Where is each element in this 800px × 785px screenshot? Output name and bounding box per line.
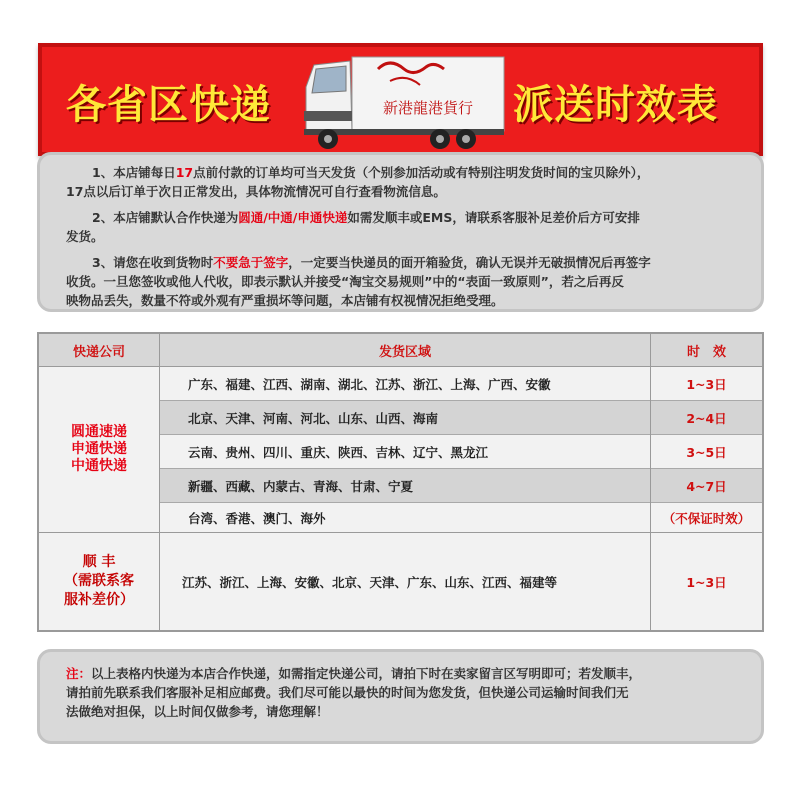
sf-time: 1~3日 [686, 574, 727, 590]
header-region: 发货区域 [160, 334, 650, 366]
footer-line-2: 请拍前先联系我们客服补足相应邮费。我们尽可能以最快的时间为您发货，但快递公司运输时间我们无 [66, 685, 629, 700]
header-time: 时 效 [651, 334, 762, 366]
sf-name: 顺 丰 [82, 554, 116, 570]
signing-warning: 不要急于签字 [213, 255, 289, 270]
notice-paragraph-2: 2、本店铺默认合作快递为圆通/中通/申通快递如需发顺丰或EMS，请联系客服补足差价后方可安排 发货。 [66, 210, 640, 244]
region-row-5: 台湾、香港、澳门、海外 [188, 510, 326, 526]
divider [160, 434, 762, 435]
courier-group-sf [39, 533, 159, 630]
header-banner [38, 43, 763, 156]
sf-note: （需联系客 [64, 573, 134, 589]
region-row-2: 北京、天津、河南、河北、山东、山西、海南 [160, 401, 650, 434]
region-row-3: 云南、贵州、四川、重庆、陕西、吉林、辽宁、黑龙江 [188, 444, 489, 460]
region-row-4: 新疆、西藏、内蒙古、青海、甘肃、宁夏 [160, 469, 650, 502]
courier-name: 圆通速递 [71, 424, 127, 440]
divider [39, 366, 762, 367]
footer-note-panel [37, 649, 764, 744]
courier-name: 中通快递 [71, 458, 127, 474]
shipping-notice-panel [37, 152, 764, 312]
time-row-5: （不保证时效） [662, 510, 751, 526]
divider [39, 532, 762, 533]
header-company: 快递公司 [39, 334, 159, 366]
delivery-time-table [37, 332, 764, 632]
divider [159, 334, 160, 630]
banner-title-right: 派送时效表 [513, 82, 718, 128]
banner-title-left: 各省区快递 [66, 82, 271, 128]
notice-paragraph-1: 1、本店铺每日17点前付款的订单均可当天发货（个别参加活动或有特别注明发货时间的宝贝除外）， 17点以后订单于次日正常发出，具体物流情况可自行查看物流信息。 [66, 165, 650, 199]
footer-label: 注： [66, 666, 92, 681]
time-row-3: 3~5日 [686, 444, 727, 460]
divider [160, 400, 762, 401]
footer-line-1: 注：以上表格内快递为本店合作快递，如需指定快递公司，请拍下时在卖家留言区写明即可；若发顺丰， [66, 666, 642, 681]
courier-name: 申通快递 [71, 441, 127, 457]
notice-paragraph-3: 3、请您在收到货物时不要急于签字，一定要当快递员的面开箱验货，确认无误并无破损情况后再签字 收货。一旦您签收或他人代收，即表示默认并接受“淘宝交易规则”中的“表面一致原则”，若之后再反 映物品丢失，数量不符或外观有严重损坏等问题，本店铺有权视情况拒绝受理。 [66, 255, 651, 308]
sf-note: 服补差价） [64, 592, 134, 608]
region-row-1: 广东、福建、江西、湖南、湖北、江苏、浙江、上海、广西、安徽 [188, 376, 551, 392]
truck-text: 新港龍港貨行 [382, 99, 474, 117]
time-row-1: 1~3日 [686, 376, 727, 392]
truck-icon [300, 51, 510, 151]
courier-group-standard [39, 367, 159, 532]
divider [650, 334, 651, 630]
time-row-2: 2~4日 [651, 401, 762, 434]
time-row-4: 4~7日 [651, 469, 762, 502]
footer-line-3: 法做绝对担保，以上时间仅做参考，请您理解！ [66, 704, 329, 719]
cutoff-hour: 17 [175, 165, 194, 180]
divider [160, 502, 762, 503]
default-couriers: 圆通/中通/申通快递 [238, 210, 348, 225]
divider [160, 468, 762, 469]
sf-region: 江苏、浙江、上海、安徽、北京、天津、广东、山东、江西、福建等 [182, 574, 558, 590]
